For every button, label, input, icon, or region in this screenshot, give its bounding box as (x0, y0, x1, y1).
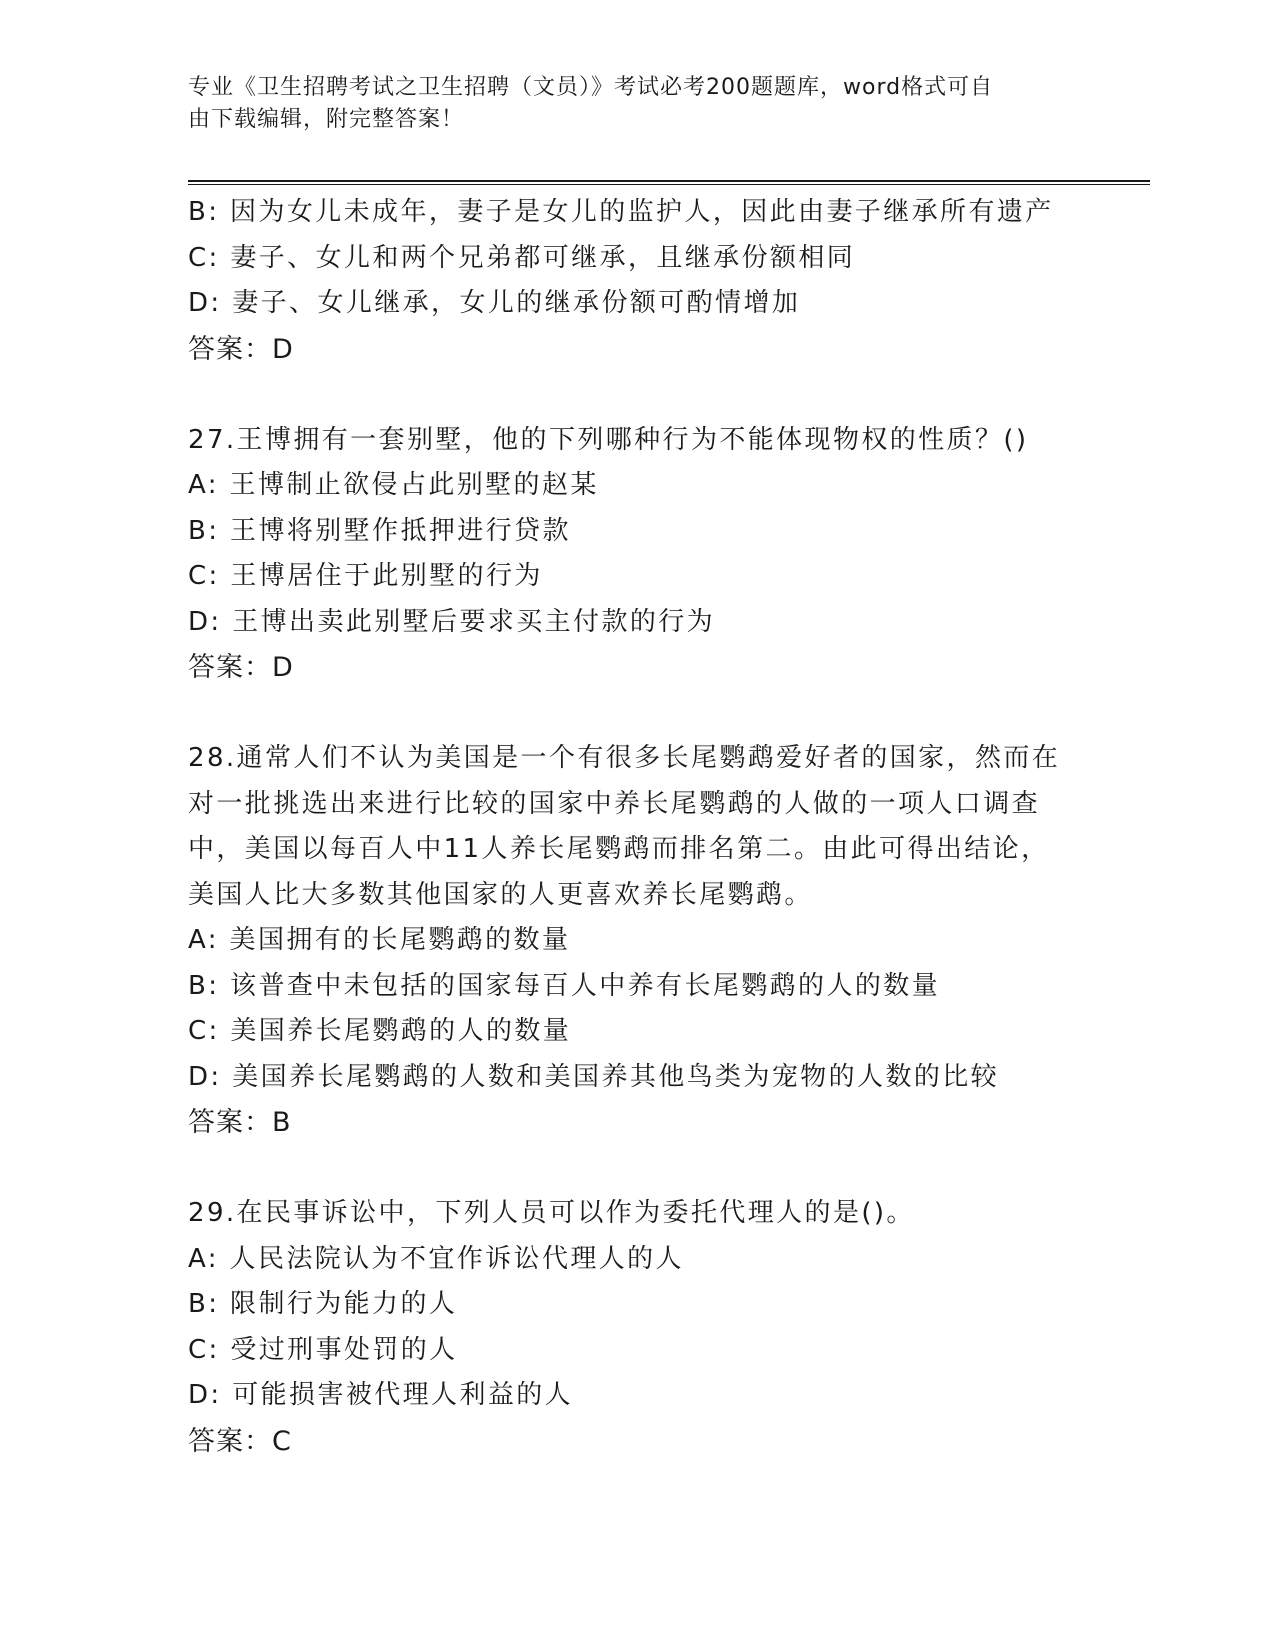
option-d: D: 可能损害被代理人利益的人 (188, 1380, 574, 1410)
option-b: B: 因为女儿未成年，妻子是女儿的监护人，因此由妻子继承所有遗产 (188, 197, 1054, 227)
page-header (188, 72, 1068, 136)
answer-line: 答案：B (188, 1107, 292, 1138)
header-line-2: 由下载编辑，附完整答案！ (188, 107, 465, 132)
question-stem-line-3: 中，美国以每百人中11人养长尾鹦鹉而排名第二。由此可得出结论， (188, 834, 1050, 864)
question-28 (188, 736, 1088, 1146)
spacer (188, 372, 1088, 418)
question-stem-line-1: 28.通常人们不认为美国是一个有很多长尾鹦鹉爱好者的国家，然而在 (188, 743, 1061, 773)
header-divider (188, 180, 1150, 185)
question-27 (188, 418, 1088, 691)
header-line-1: 专业《卫生招聘考试之卫生招聘（文员）》考试必考200题题库，word格式可自 (188, 75, 994, 100)
option-d: D: 妻子、女儿继承，女儿的继承份额可酌情增加 (188, 288, 801, 318)
option-c: C: 王博居住于此别墅的行为 (188, 561, 543, 591)
option-d: D: 王博出卖此别墅后要求买主付款的行为 (188, 606, 716, 637)
answer-line: 答案：D (188, 333, 294, 365)
option-c: C: 受过刑事处罚的人 (188, 1334, 458, 1365)
question-stem-line-4: 美国人比大多数其他国家的人更喜欢养长尾鹦鹉。 (188, 879, 813, 910)
document-body (188, 190, 1088, 1464)
question-stem: 29.在民事诉讼中，下列人员可以作为委托代理人的是()。 (188, 1198, 915, 1228)
answer-line: 答案：C (188, 1425, 292, 1457)
spacer (188, 1146, 1088, 1192)
option-a: A: 王博制止欲侵占此别墅的赵某 (188, 470, 599, 500)
option-b: B: 该普查中未包括的国家每百人中养有长尾鹦鹉的人的数量 (188, 970, 941, 1001)
option-a: A: 美国拥有的长尾鹦鹉的数量 (188, 925, 571, 955)
option-c: C: 妻子、女儿和两个兄弟都可继承，且继承份额相同 (188, 242, 856, 273)
question-29 (188, 1191, 1088, 1464)
question-stem-line-2: 对一批挑选出来进行比较的国家中养长尾鹦鹉的人做的一项人口调查 (188, 788, 1041, 819)
spacer (188, 691, 1088, 737)
option-c: C: 美国养长尾鹦鹉的人的数量 (188, 1016, 572, 1046)
option-b: B: 王博将别墅作抵押进行贷款 (188, 515, 571, 546)
option-b: B: 限制行为能力的人 (188, 1289, 458, 1319)
question-continued (188, 190, 1088, 372)
option-a: A: 人民法院认为不宜作诉讼代理人的人 (188, 1243, 684, 1274)
option-d: D: 美国养长尾鹦鹉的人数和美国养其他鸟类为宠物的人数的比较 (188, 1061, 1000, 1092)
question-stem: 27.王博拥有一套别墅，他的下列哪种行为不能体现物权的性质？() (188, 424, 1029, 455)
answer-line: 答案：D (188, 652, 294, 683)
